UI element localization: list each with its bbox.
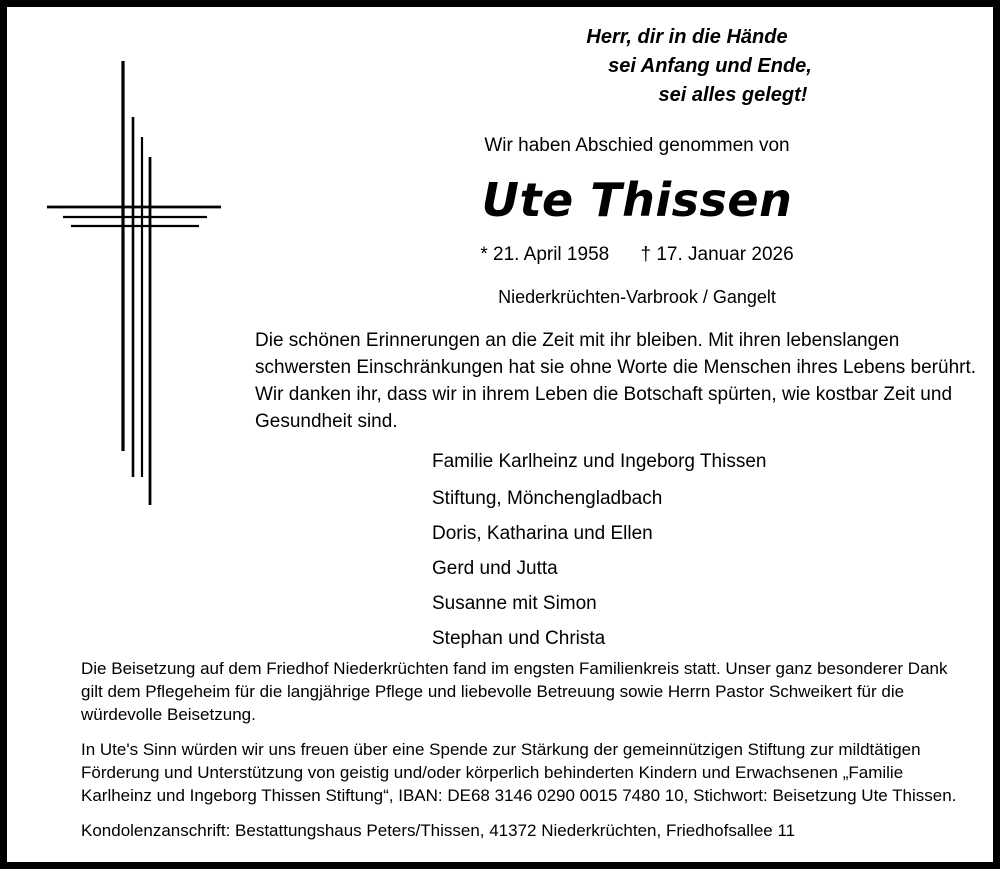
family-line: Gerd und Jutta [432,558,558,579]
footer-paragraph-donation: In Ute's Sinn würden wir uns freuen über eine Spende zur Stärkung der gemeinnützigen Stiftung zur mildtätigen Förderung und Unterstützung von geistig und/oder körperlich behinderten Kindern und Erwachsenen „Familie Karlheinz und Ingeborg Thissen Stiftung“, IBAN: DE68 3146 0290 0015 7480 10, Stichwort: Beisetzung Ute Thissen. [81,740,957,805]
birth-date: * 21. April 1958 [480,244,610,265]
memorial-text: Die schönen Erinnerungen an die Zeit mit ihr bleiben. Mit ihren lebenslangen schwersten Einschränkungen hat sie ohne Worte die Menschen ihres Lebens berührt. Wir danken ihr, dass wir in ihrem Leben die Botschaft spürten, wie kostbar Zeit und Gesundheit sind. [255,330,977,432]
footer-paragraph-burial: Die Beisetzung auf dem Friedhof Niederkrüchten fand im engsten Familienkreis statt. Unser ganz besonderer Dank gilt dem Pflegeheim für die langjährige Pflege und liebevolle Betreuung sowie Herrn Pastor Schweikert für die würdevolle Beisetzung. [81,659,948,724]
family-line: Susanne mit Simon [432,593,597,614]
farewell-text: Wir haben Abschied genommen von [484,135,790,156]
cross-illustration [25,57,240,527]
deceased-name: Ute Thissen [481,173,793,227]
family-line: Stiftung, Mönchengladbach [432,488,663,509]
footer-block [81,657,961,842]
verse-block [427,23,947,110]
life-dates [337,244,937,266]
family-list [432,449,952,661]
verse-line-1: Herr, dir in die Hände [586,26,788,48]
verse-line-2: sei Anfang und Ende, [608,55,812,77]
verse-line-3: sei alles gelegt! [658,84,808,106]
family-line: Stephan und Christa [432,628,606,649]
family-line: Doris, Katharina und Ellen [432,523,653,544]
notice-content [7,7,993,862]
place-text: Niederkrüchten-Varbrook / Gangelt [498,287,776,307]
footer-paragraph-condolence: Kondolenzanschrift: Bestattungshaus Peters/Thissen, 41372 Niederkrüchten, Friedhofsallee 11 [81,821,796,840]
family-line: Familie Karlheinz und Ingeborg Thissen [432,451,767,472]
cross-icon [25,57,240,527]
death-date: † 17. Januar 2026 [640,244,794,265]
